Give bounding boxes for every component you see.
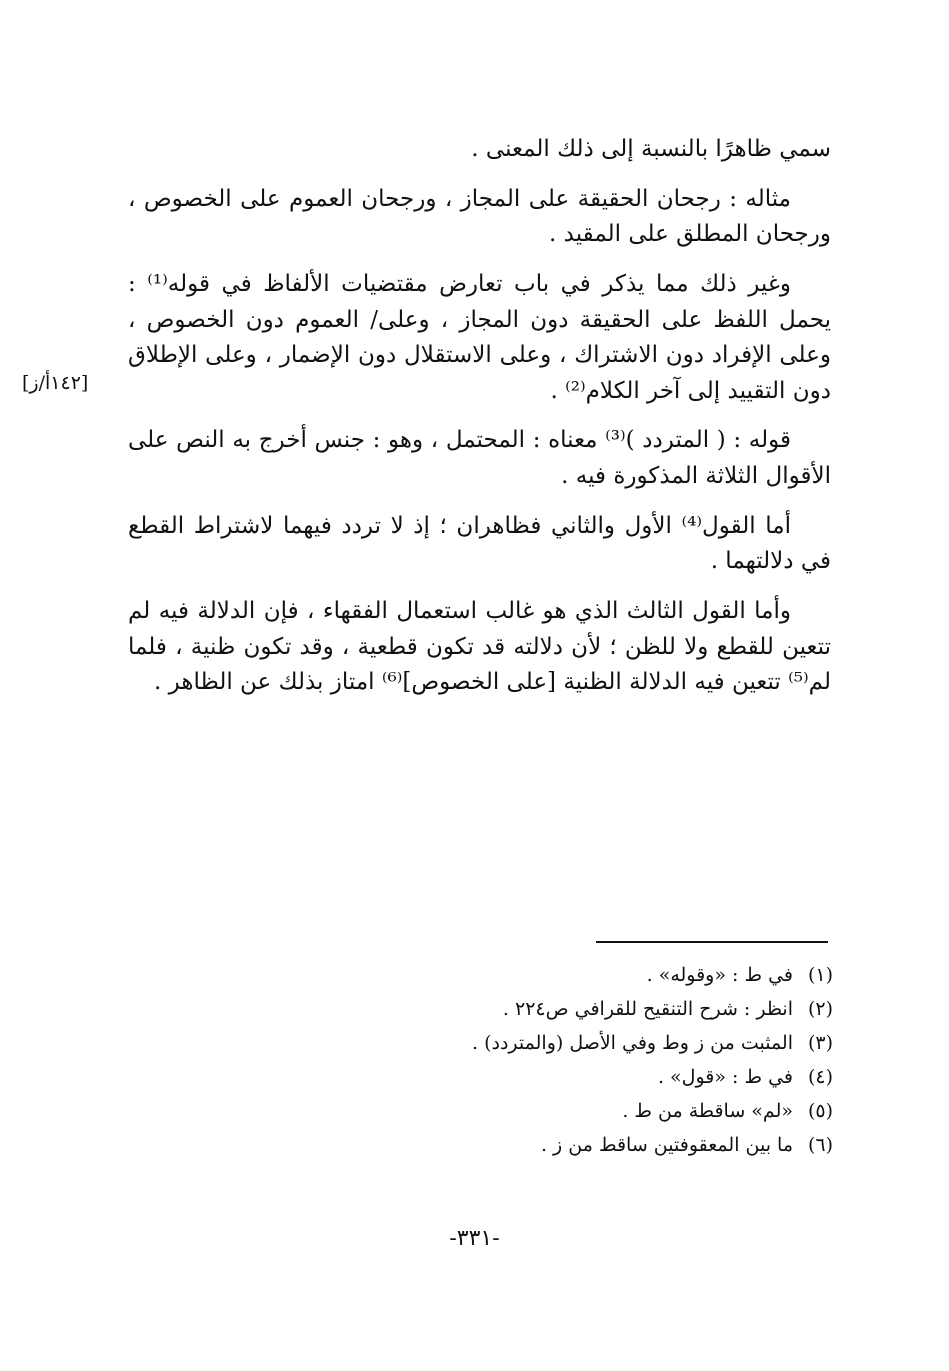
main-text bbox=[128, 132, 831, 715]
footnote-item bbox=[128, 1026, 833, 1060]
footnote-text: في ط : «وقوله» . bbox=[646, 964, 793, 986]
paragraph-6: وأما القول الثالث الذي هو غالب استعمال الفقهاء ، فإن الدلالة فيه لم تتعين للقطع ولا للظن ؛ لأن دلالته قد تكون قطعية ، وقد تكون ظنية ، فلما لم⁽⁵⁾ تتعين فيه الدلالة الظنية [على الخصوص]⁽⁶⁾ امتاز بذلك عن الظاهر . bbox=[128, 598, 831, 696]
margin-reference: [١٤٢أ/ز] bbox=[22, 372, 89, 394]
footnote-item bbox=[128, 1128, 833, 1162]
paragraph-1: سمي ظاهرًا بالنسبة إلى ذلك المعنى . bbox=[471, 136, 831, 162]
footnote-item bbox=[128, 958, 833, 992]
footnote-text: في ط : «قول» . bbox=[657, 1066, 793, 1088]
page-number: -٣٣١- bbox=[449, 1226, 500, 1251]
footnote-text: انظر : شرح التنقيح للقرافي ص٢٢٤ . bbox=[502, 998, 793, 1020]
footnote-number: (٥) bbox=[807, 1100, 833, 1122]
footnote-text: المثبت من ز وط وفي الأصل (والمتردد) . bbox=[472, 1032, 793, 1054]
paragraph-2: مثاله : رجحان الحقيقة على المجاز ، ورجحان العموم على الخصوص ، ورجحان المطلق على المقيد . bbox=[128, 185, 831, 248]
footnote-number: (١) bbox=[807, 964, 833, 986]
footnote-number: (٦) bbox=[807, 1134, 833, 1156]
footnote-item bbox=[128, 1060, 833, 1094]
footnotes bbox=[128, 958, 833, 1162]
paragraph-3: وغير ذلك مما يذكر في باب تعارض مقتضيات الألفاظ في قوله⁽¹⁾ : يحمل اللفظ على الحقيقة دون المجاز ، وعلى/ العموم دون الخصوص ، وعلى الإفراد دون الاشتراك ، وعلى الاستقلال دون الإضمار ، وعلى الإطلاق دون التقييد إلى آخر الكلام⁽²⁾ . bbox=[128, 270, 831, 404]
footnote-number: (٣) bbox=[807, 1032, 833, 1054]
footnote-text: «لم» ساقطة من ط . bbox=[622, 1100, 793, 1122]
footnote-number: (٤) bbox=[807, 1066, 833, 1088]
footnote-divider bbox=[596, 941, 828, 943]
footnote-item bbox=[128, 992, 833, 1026]
paragraph-5: أما القول⁽⁴⁾ الأول والثاني فظاهران ؛ إذ لا تردد فيهما لاشتراط القطع في دلالتهما . bbox=[128, 512, 831, 575]
footnote-text: ما بين المعقوفتين ساقط من ز . bbox=[540, 1134, 793, 1156]
footnote-number: (٢) bbox=[807, 998, 833, 1020]
footnote-item bbox=[128, 1094, 833, 1128]
paragraph-4: قوله : ( المتردد )⁽³⁾ معناه : المحتمل ، وهو : جنس أخرج به النص على الأقوال الثلاثة المذكورة فيه . bbox=[128, 427, 831, 490]
